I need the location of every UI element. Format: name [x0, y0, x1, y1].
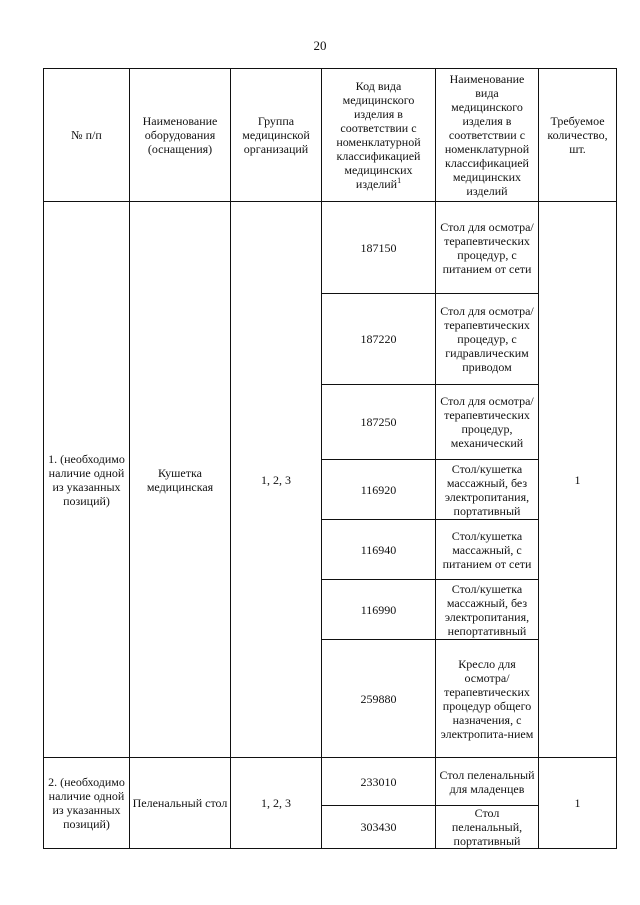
row-qty: 1 — [539, 202, 617, 758]
row-name: Кресло для осмотра/ терапевтических процедур общего назначения, с электропита-нием — [436, 640, 539, 758]
row-name: Стол пеленальный для младенцев — [436, 758, 539, 806]
row-name: Стол/кушетка массажный, с питанием от сети — [436, 520, 539, 580]
footnote-marker: 1 — [397, 176, 402, 185]
row-num: 1. (необходимо наличие одной из указанных позиций) — [44, 202, 130, 758]
table-row — [44, 202, 617, 294]
row-code: 116920 — [322, 460, 436, 520]
header-name: Наименование вида медицинского изделия в соответствии с номенклатурной классификацией медицинских изделий — [436, 69, 539, 202]
row-name: Стол/кушетка массажный, без электропитания, непортативный — [436, 580, 539, 640]
row-code: 116990 — [322, 580, 436, 640]
row-code: 303430 — [322, 806, 436, 849]
row-equipment: Пеленальный стол — [130, 758, 231, 849]
header-num: № п/п — [44, 69, 130, 202]
row-qty: 1 — [539, 758, 617, 849]
row-name: Стол для осмотра/ терапевтических процедур, с гидравлическим приводом — [436, 294, 539, 385]
header-code-text: Код вида медицинского изделия в соответствии с номенклатурной классификацией медицинских изделий — [336, 79, 421, 191]
row-group: 1, 2, 3 — [231, 758, 322, 849]
row-name: Стол/кушетка массажный, без электропитания, портативный — [436, 460, 539, 520]
header-group: Группа медицинской организаций — [231, 69, 322, 202]
equipment-table — [43, 68, 617, 849]
row-code: 187250 — [322, 385, 436, 460]
row-code: 187150 — [322, 202, 436, 294]
row-equipment: Кушетка медицинская — [130, 202, 231, 758]
row-code: 187220 — [322, 294, 436, 385]
header-row — [44, 69, 617, 202]
row-code: 233010 — [322, 758, 436, 806]
row-num: 2. (необходимо наличие одной из указанных позиций) — [44, 758, 130, 849]
header-equipment: Наименование оборудования (оснащения) — [130, 69, 231, 202]
table-row — [44, 758, 617, 806]
row-name: Стол для осмотра/ терапевтических процедур, с питанием от сети — [436, 202, 539, 294]
header-code — [322, 69, 436, 202]
page-number: 20 — [313, 38, 327, 53]
row-group: 1, 2, 3 — [231, 202, 322, 758]
row-code: 259880 — [322, 640, 436, 758]
row-name: Стол для осмотра/ терапевтических процедур, механический — [436, 385, 539, 460]
header-qty: Требуемое количество, шт. — [539, 69, 617, 202]
row-name: Стол пеленальный, портативный — [436, 806, 539, 849]
row-code: 116940 — [322, 520, 436, 580]
